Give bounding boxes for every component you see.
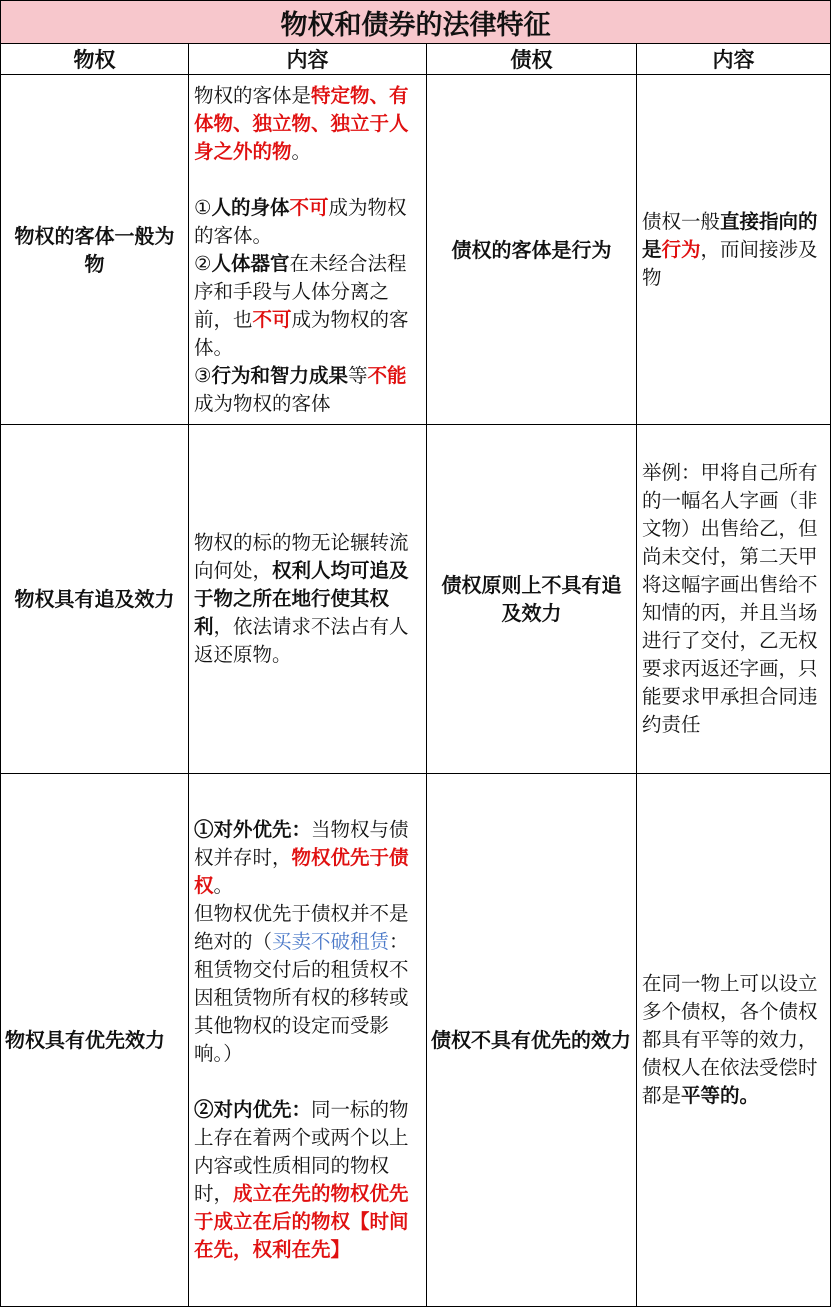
paragraph (194, 250, 421, 362)
zhaiquan-priority-label: 债权不具有优先的效力 (427, 774, 637, 1307)
bold-text: 人的身体 (211, 195, 290, 219)
text-span: ，而间接涉及物 (642, 237, 818, 289)
text-span: 当物权与债权并存时， (194, 818, 409, 869)
header-zhaiquan: 债权 (427, 44, 637, 75)
text-span: 成为物权的客体。 (194, 307, 409, 359)
header-content-1: 内容 (189, 44, 427, 75)
bold-text: ②对内优先： (194, 1098, 312, 1121)
paragraph (194, 816, 421, 900)
item-number: ③ (194, 363, 212, 387)
highlight-red: 特定物、有体物、独立物、独立于人身之外的物 (194, 83, 409, 163)
wuquan-priority-content (189, 774, 427, 1307)
text-span: 在同一物上可以设立多个债权，各个债权都具有平等的效力，债权人在依法受偿时都是 (642, 972, 818, 1107)
item-number: ① (194, 195, 212, 219)
text-span: 在未经合法程序和手段与人体分离之前，也 (194, 251, 407, 331)
wuquan-priority-label: 物权具有优先效力 (1, 774, 189, 1307)
text-span: 。 (291, 139, 312, 163)
highlight-red: 行为 (661, 237, 701, 261)
wuquan-object-content (189, 75, 427, 425)
highlight-red: 不可 (252, 307, 292, 331)
header-wuquan: 物权 (1, 44, 189, 75)
paragraph (194, 1096, 421, 1264)
bold-text: 人体器官 (211, 251, 290, 275)
bold-text: 平等的。 (681, 1084, 760, 1107)
bold-text: 权利人均可追及于物之所在地行使其权利 (194, 559, 409, 638)
text-span: 但物权优先于债权并不是绝对的（ (194, 902, 409, 953)
paragraph (194, 82, 421, 166)
highlight-red: 物权优先于债权 (194, 846, 409, 897)
text-span: 物权的客体是 (194, 83, 312, 107)
item-number: ② (194, 251, 212, 275)
text-span: 债权一般 (642, 209, 721, 233)
table-row (1, 774, 831, 1307)
text-span: ，依法请求不法占有人返还原物。 (194, 615, 409, 666)
text-span: 同一标的物上存在着两个或两个以上内容或性质相同的物权时， (194, 1098, 409, 1205)
zhaiquan-pursuit-label: 债权原则上不具有追及效力 (427, 425, 637, 774)
spacer (194, 1068, 421, 1096)
highlight-red: 不能 (367, 363, 407, 387)
wuquan-pursuit-label: 物权具有追及效力 (1, 425, 189, 774)
spacer (194, 166, 421, 194)
text-span: 成为物权的客体。 (194, 195, 407, 247)
zhaiquan-pursuit-example: 举例：甲将自己所有的一幅名人字画（非文物）出售给乙，但尚未交付，第二天甲将这幅字画出售给不知情的丙，并且当场进行了交付，乙无权要求丙返还字画，只能要求甲承担合同违约责任 (637, 425, 831, 774)
bold-text: 行为和智力成果 (211, 363, 348, 387)
wuquan-pursuit-content (189, 425, 427, 774)
highlight-red: 不可 (289, 195, 329, 219)
highlight-blue: 买卖不破租赁 (272, 930, 390, 953)
text-span: 。 (213, 874, 234, 897)
text-span: ：租赁物交付后的租赁权不因租赁物所有权的移转或其他物权的设定而受影响。） (194, 930, 409, 1065)
table-row (1, 75, 831, 425)
paragraph (194, 362, 421, 418)
text-span: 物权的标的物无论辗转流向何处， (194, 531, 409, 582)
bold-text: ①对外优先： (194, 818, 312, 841)
header-content-2: 内容 (637, 44, 831, 75)
paragraph (194, 900, 421, 1068)
zhaiquan-priority-content (637, 774, 831, 1307)
table-row (1, 425, 831, 774)
table-title: 物权和债券的法律特征 (1, 1, 831, 44)
header-row (1, 44, 831, 75)
bold-text: 直接指向的是 (642, 209, 818, 261)
paragraph (194, 194, 421, 250)
highlight-red: 成立在先的物权优先于成立在后的物权【时间在先，权利在先】 (194, 1182, 409, 1261)
wuquan-object-label: 物权的客体一般为物 (1, 75, 189, 425)
zhaiquan-object-label: 债权的客体是行为 (427, 75, 637, 425)
zhaiquan-object-content (637, 75, 831, 425)
text-span: 成为物权的客体 (194, 391, 331, 415)
text-span: 等 (348, 363, 368, 387)
title-row (1, 1, 831, 44)
